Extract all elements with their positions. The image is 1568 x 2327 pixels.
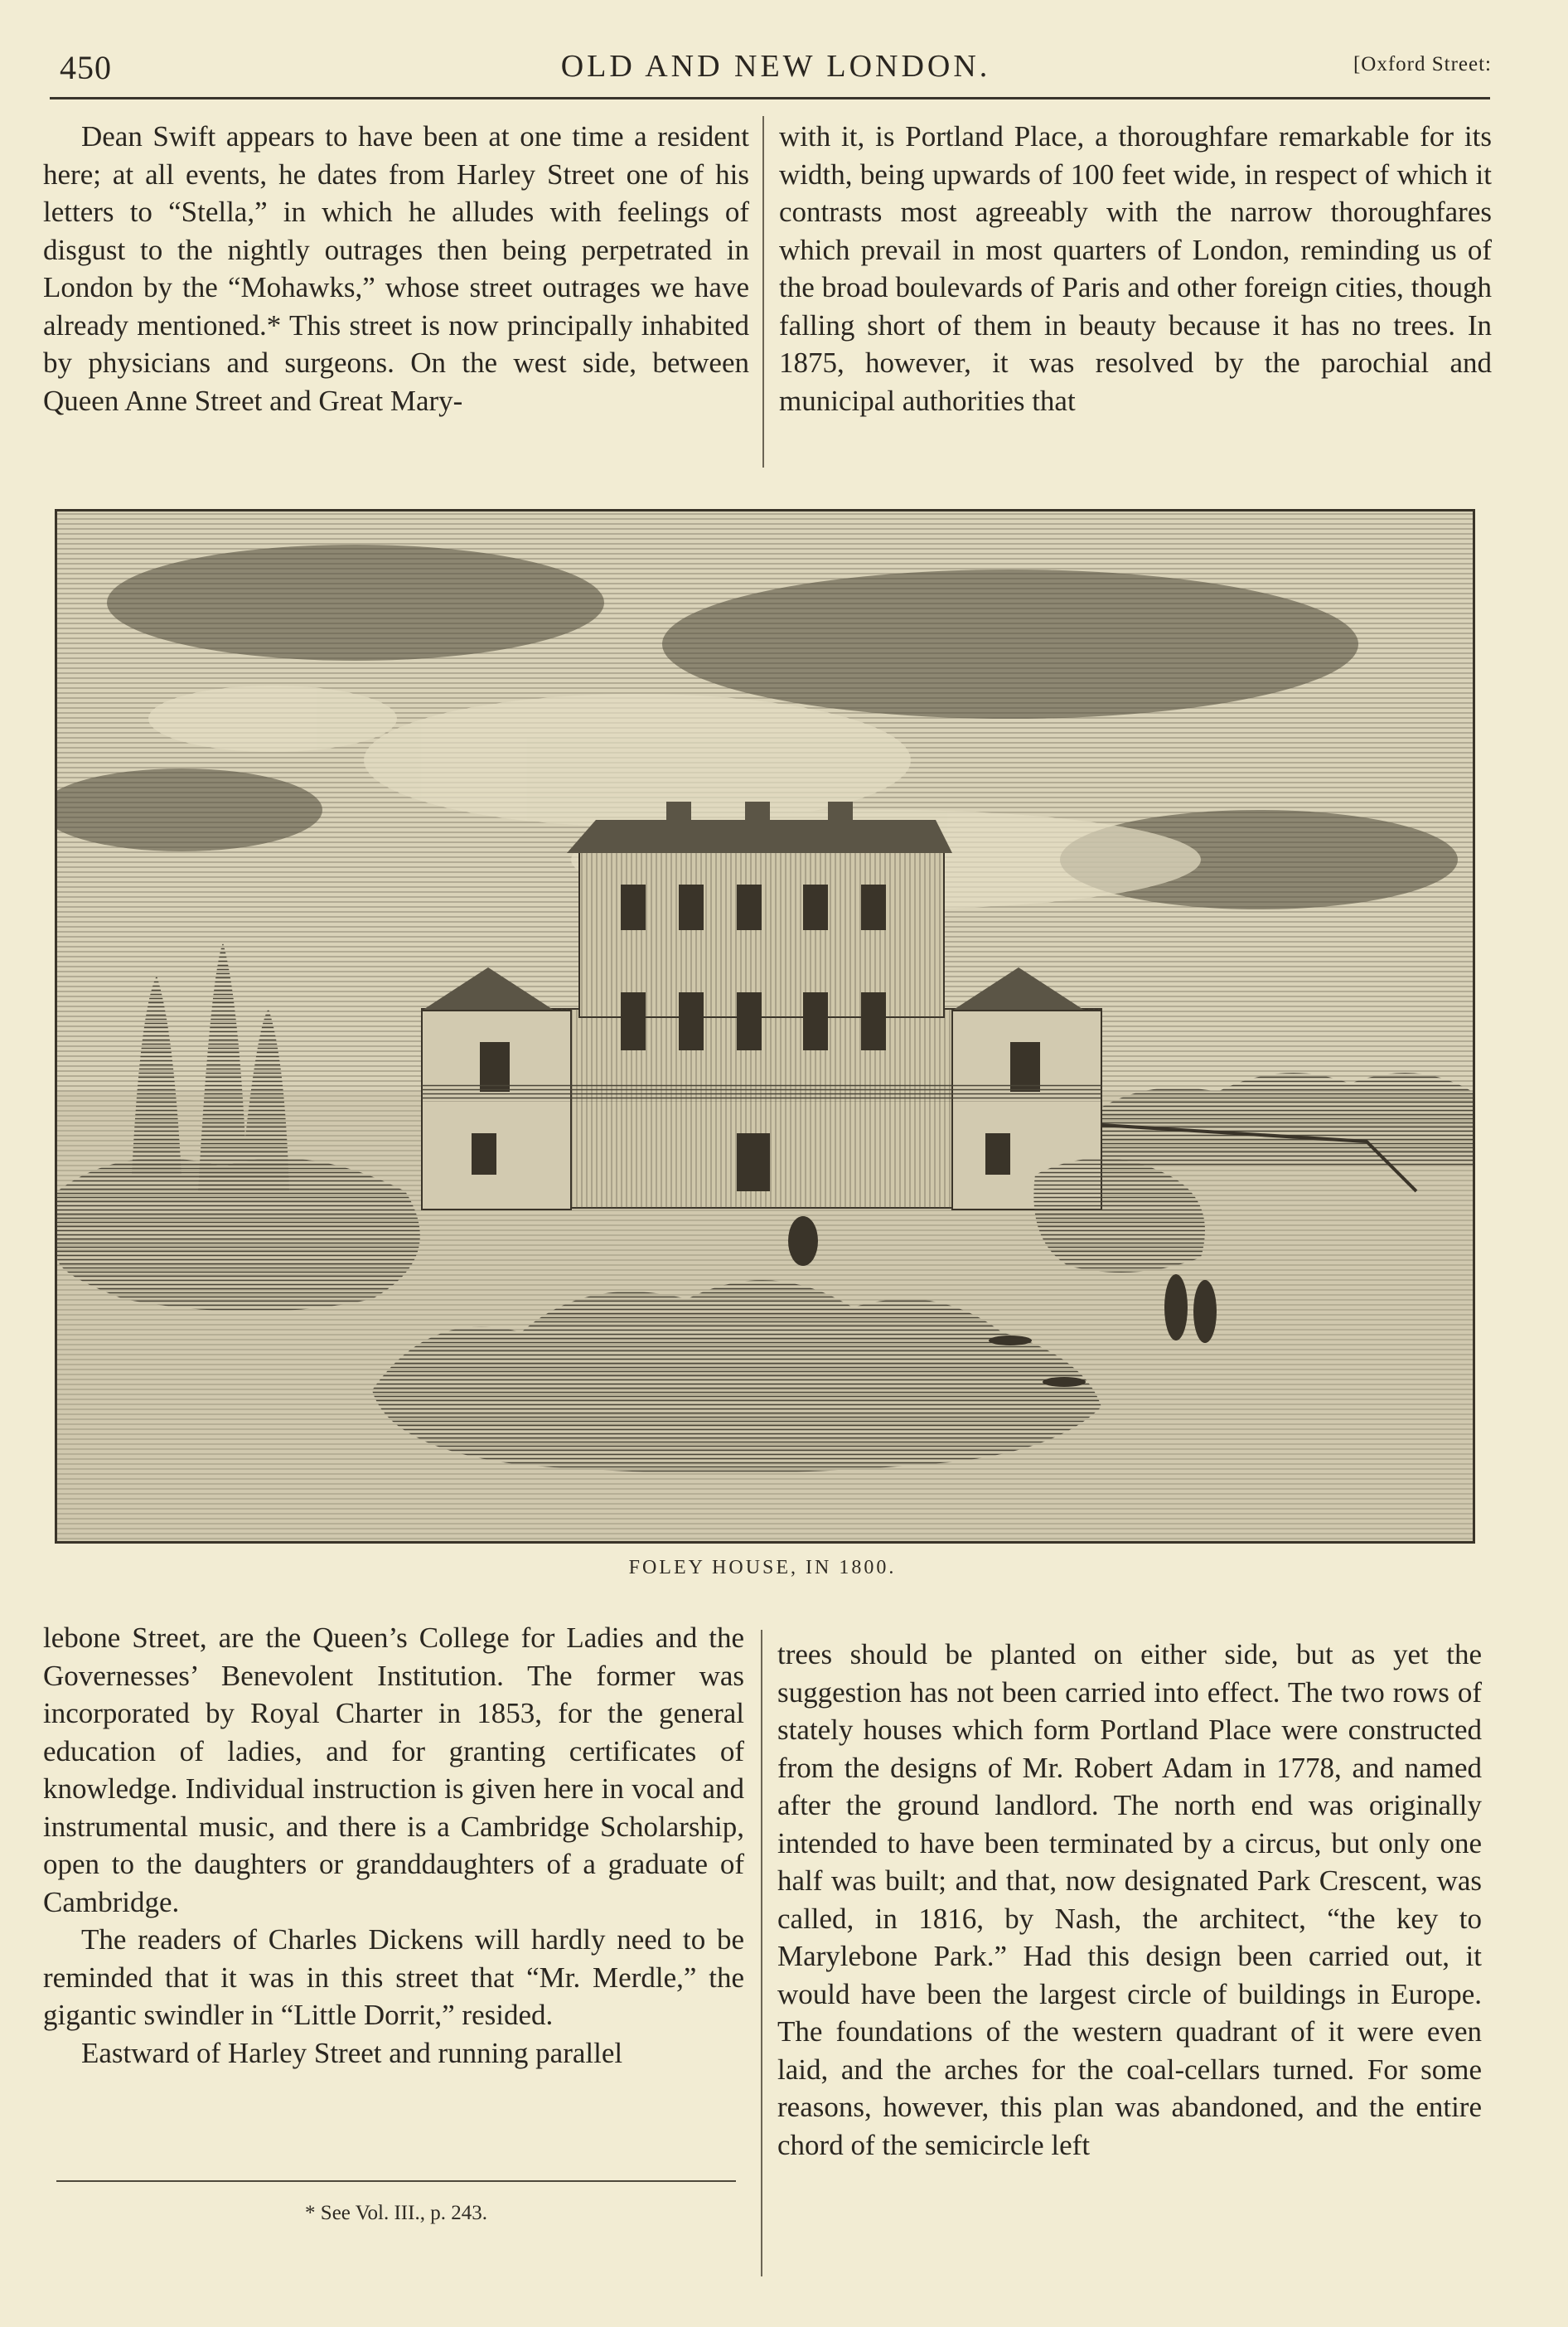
engraving-illustration (55, 509, 1475, 1544)
paragraph: The readers of Charles Dickens will hardly need to be reminded that it was in this street that “Mr. Merdle,” the gigantic swindler in “Little Dorrit,” resided. (43, 1923, 744, 2031)
balcony-rail (422, 1084, 1101, 1102)
paragraph: trees should be planted on either side, but as yet the suggestion has not been carried into effect. The two rows of stately houses which form Portland Place were constructed from the designs of Mr. Robert Adam in 1778, and named after the ground landlord. The north end was originally intended to have been terminated by a circus, but only one half was built; and that, now designated Park Crescent, was called, in 1816, by Nash, the architect, “the key to Marylebone Park.” Had this design been carried out, it would have been the largest circle of buildings in Europe. The foundations of the western quadrant of it were even laid, and the arches for the coal-cellars turned. For some reasons, however, this plan was abandoned, and the entire chord of the semicircle left (777, 1638, 1482, 2161)
section-label: [Oxford Street: (1353, 53, 1492, 75)
bottom-right-column (777, 1636, 1482, 2164)
header-rule (50, 97, 1490, 99)
footnote: * See Vol. III., p. 243. (305, 2202, 487, 2224)
footnote-rule (56, 2180, 736, 2182)
bottom-left-column (43, 1619, 744, 2072)
top-left-column (43, 118, 749, 419)
paragraph: with it, is Portland Place, a thoroughfare remarkable for its width, being upwards of 100 feet wide, in respect of which it contrasts most agreeably with the narrow thoroughfares which prevail in most quarters of London, reminding us of the broad boulevards of Paris and other foreign cities, though falling short of them in beauty because it has no trees. In 1875, however, it was resolved by the parochial and municipal authorities that (779, 120, 1492, 417)
left-shrubs (57, 1158, 420, 1311)
paragraph: Eastward of Harley Street and running parallel (81, 2036, 623, 2069)
running-head (60, 48, 1492, 91)
foley-house-engraving (57, 511, 1473, 1541)
paragraph: Dean Swift appears to have been at one time a resident here; at all events, he dates from Harley Street one of his letters to “Stella,” in which he alludes with feelings of disgust to the nightly outrages then being perpetrated in London by the “Mohawks,” whose street outrages we have already mentioned.* This street is now principally inhabited by physicians and surgeons. On the west side, between Queen Anne Street and Great Mary- (43, 120, 749, 417)
running-title: OLD AND NEW LONDON. (560, 49, 991, 84)
paragraph: lebone Street, are the Queen’s College for Ladies and the Governesses’ Benevolent Institution. The former was incorporated by Royal Charter in 1853, for the general education of ladies, and for granting certificates of knowledge. Individual instruction is given here in vocal and instrumental music, and there is a Cambridge Scholarship, open to the daughters or granddaughters of a graduate of Cambridge. (43, 1622, 744, 1918)
column-divider (762, 116, 764, 468)
column-divider (761, 1630, 762, 2276)
top-right-column (779, 118, 1492, 419)
page-number: 450 (60, 49, 112, 86)
figure-caption: FOLEY HOUSE, IN 1800. (628, 1557, 897, 1578)
